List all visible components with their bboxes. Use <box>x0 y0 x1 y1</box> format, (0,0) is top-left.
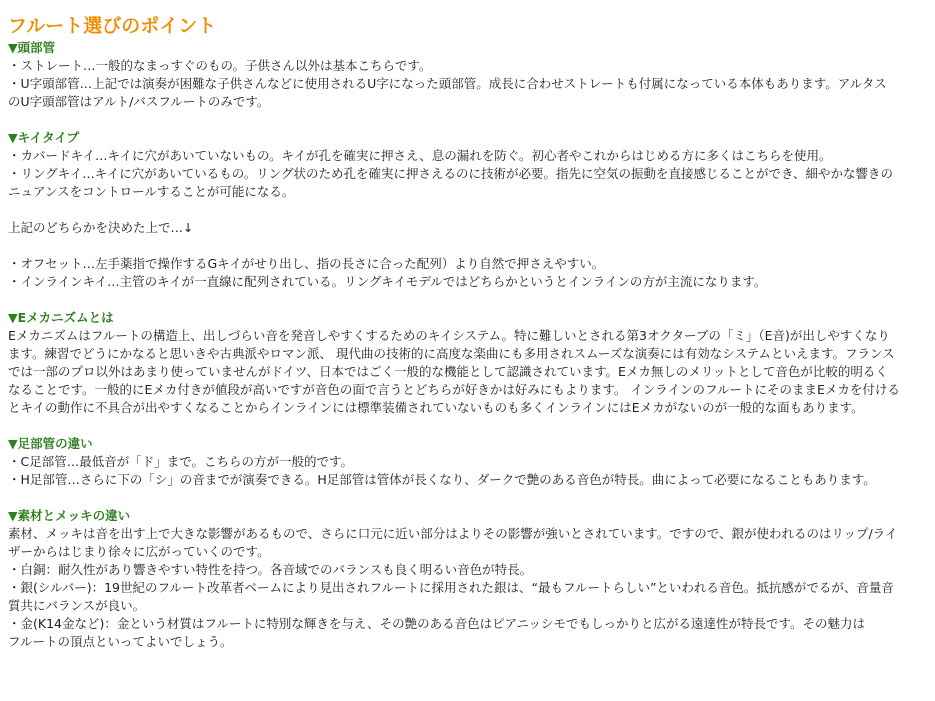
text-line: ・白銅：耐久性があり響きやすい特性を持つ。各音域でのバランスも良く明るい音色が特長。 <box>8 562 533 577</box>
section <box>8 309 927 417</box>
text-line: ・銀(シルバー)：19世紀のフルート改革者ベームにより見出されフルートに採用された銀は、“最もフルートらしい”といわれる音色。抵抗感がでるが、音量音 <box>8 580 894 595</box>
text-line: ・H足部管…さらに下の「シ」の音までが演奏できる。H足部管は管体が長くなり、ダークで艶のある音色が特長。曲によって必要になることもあります。 <box>8 472 876 487</box>
text-line: ・インラインキイ…主管のキイが一直線に配列されている。リングキイモデルではどちらかというとインラインの方が主流になります。 <box>8 274 767 289</box>
section-heading: ▼頭部管 <box>8 40 56 55</box>
text-line: ・U字頭部管…上記では演奏が困難な子供さんなどに使用されるU字になった頭部管。成長に合わせストレートも付属になっている本体もあります。アルタス <box>8 76 887 91</box>
text-line: のU字頭部管はアルト/バスフルートのみです。 <box>8 94 270 109</box>
content <box>8 39 927 651</box>
section <box>8 435 927 489</box>
section-heading: ▼キイタイプ <box>8 130 79 145</box>
text-line: Eメカニズムはフルートの構造上、出しづらい音を発音しやすくするためのキイシステム。特に難しいとされる第3オクターブの「ミ」（E音)が出しやすくなり <box>8 328 890 343</box>
text-line: 素材、メッキは音を出す上で大きな影響があるもので、さらに口元に近い部分はよりその影響が強いとされています。ですので、銀が使われるのはリップ/ライ <box>8 526 898 541</box>
text-line: ・オフセット…左手薬指で操作するGキイがせり出し、指の長さに合った配列）より自然で押さえやすい。 <box>8 256 605 271</box>
section-heading: ▼Eメカニズムとは <box>8 310 114 325</box>
section <box>8 129 927 291</box>
text-line: ・金(K14金など)：金という材質はフルートに特別な輝きを与え、その艶のある音色はピアニッシモでもしっかりと広がる遠達性が特長です。その魅力は <box>8 616 865 631</box>
text-line: ・リングキイ…キイに穴があいているもの。リング状のため孔を確実に押さえるのに技術が必要。指先に空気の振動を直接感じることができ、細やかな響きの <box>8 166 894 181</box>
text-line: ザーからはじまり徐々に広がっていくのです。 <box>8 544 270 559</box>
text-line: ・カバードキイ…キイに穴があいていないもの。キイが孔を確実に押さえ、息の漏れを防ぐ。初心者やこれからはじめる方に多くはこちらを使用。 <box>8 148 832 163</box>
text-line: なることです。一般的にEメカ付きが値段が高いですが音色の面で言うとどちらが好きかは好みにもよります。 インラインのフルートにそのままEメカを付ける <box>8 382 900 397</box>
section <box>8 39 927 111</box>
text-line: 上記のどちらかを決めた上で…↓ <box>8 220 194 235</box>
text-line: ニュアンスをコントロールすることが可能になる。 <box>8 184 295 199</box>
blank-line <box>8 201 927 219</box>
text-line: 質共にバランスが良い。 <box>8 598 146 613</box>
text-line: ・ストレート…一般的なまっすぐのもの。子供さん以外は基本こちらです。 <box>8 58 432 73</box>
section-heading: ▼素材とメッキの違い <box>8 508 131 523</box>
section <box>8 507 927 651</box>
text-line: では一部のプロ以外はあまり使っていませんがドイツ、日本ではごく一般的な機能として認識されています。Eメカ無しのメリットとして音色が比較的明るく <box>8 364 888 379</box>
blank-line <box>8 237 927 255</box>
text-line: とキイの動作に不具合が出やすくなることからインラインには標準装備されていないものも多くインラインにはEメカがないのが一般的な面もあります。 <box>8 400 864 415</box>
text-line: ます。練習でどうにかなると思いきや古典派やロマン派、 現代曲の技術的に高度な楽曲にも多用されスムーズな演奏には有効なシステムといえます。フランス <box>8 346 895 361</box>
text-line: ・C足部管…最低音が「ド」まで。こちらの方が一般的です。 <box>8 454 353 469</box>
text-line: フルートの頂点といってよいでしょう。 <box>8 634 233 649</box>
section-heading: ▼足部管の違い <box>8 436 93 451</box>
page-title: フルート選びのポイント <box>8 15 217 37</box>
